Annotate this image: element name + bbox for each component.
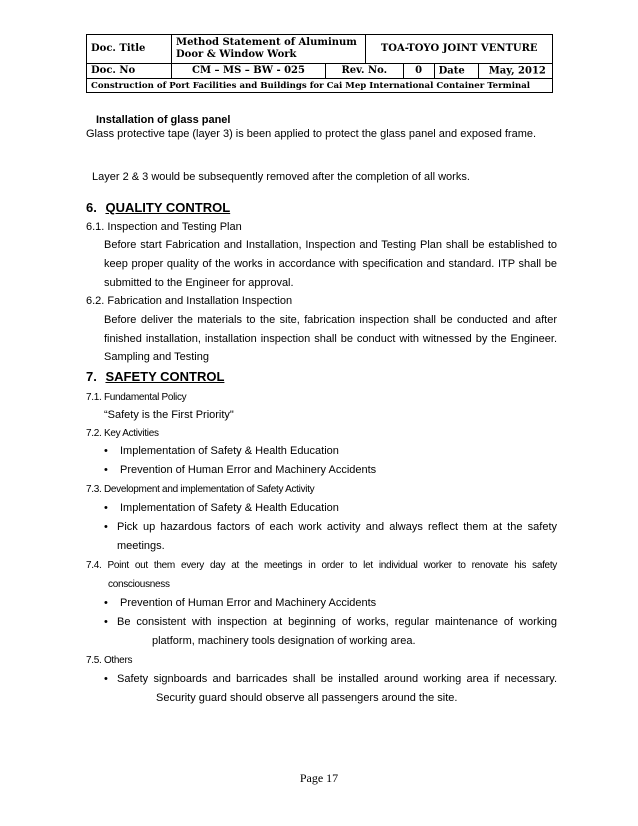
list-item-7-3-2-line2: meetings.: [117, 540, 165, 552]
section-6-heading: [86, 200, 230, 215]
subsection-6-1-line2: keep proper quality of the works in accordance with specification and standard. ITP shall be: [104, 258, 557, 270]
date-value: May, 2012: [488, 65, 546, 77]
company-name: TOA-TOYO JOINT VENTURE: [366, 35, 553, 64]
list-item-7-2-2: Prevention of Human Error and Machinery Accidents: [120, 464, 377, 476]
list-item-7-5-1-line1: Safety signboards and barricades shall be installed around working area if necessary.: [117, 673, 557, 685]
section-7-heading: [86, 369, 224, 384]
subsection-6-1-title: 6.1. Inspection and Testing Plan: [86, 221, 242, 233]
subsection-6-2-line2: finished installation, installation inspection shall be conduct with witnessed by the Engineer.: [104, 333, 557, 345]
list-item-7-4-1: Prevention of Human Error and Machinery Accidents: [120, 597, 377, 609]
list-item-7-2-1: Implementation of Safety & Health Education: [120, 445, 339, 457]
subsection-6-1-line3: submitted to the Engineer for approval.: [104, 277, 294, 289]
subsection-6-1-line1: Before start Fabrication and Installation, Inspection and Testing Plan shall be established to: [104, 239, 557, 251]
glass-heading: Installation of glass panel: [96, 114, 231, 126]
glass-text-1: Glass protective tape (layer 3) is been applied to protect the glass panel and exposed frame.: [86, 128, 537, 140]
subsection-6-2-title: 6.2. Fabrication and Installation Inspection: [86, 295, 293, 307]
doc-title-value: [172, 35, 366, 64]
date-label: Date: [438, 65, 465, 77]
date-cell: [434, 64, 552, 79]
rev-no-label: Rev. No.: [325, 64, 403, 79]
section-7-title: SAFETY CONTROL: [105, 369, 225, 384]
subsection-7-5-title: 7.5. Others: [86, 655, 133, 666]
list-item-7-5-1-line2: Security guard should observe all passengers around the site.: [156, 692, 458, 704]
subsection-7-3-title: 7.3. Development and implementation of Safety Activity: [86, 484, 315, 495]
section-6-title: QUALITY CONTROL: [105, 200, 231, 215]
bullet-icon: •: [104, 673, 108, 685]
bullet-icon: •: [104, 597, 108, 609]
subsection-7-4-line2: consciousness: [108, 579, 170, 590]
bullet-icon: •: [104, 521, 108, 533]
rev-no-value: 0: [403, 64, 434, 79]
doc-title-line1: Method Statement of Aluminum: [176, 37, 357, 48]
bullet-icon: •: [104, 502, 108, 514]
subsection-7-1-text: “Safety is the First Priority": [104, 409, 234, 421]
section-7-number: 7.: [86, 369, 97, 384]
list-item-7-4-2-line1: Be consistent with inspection at beginning of works, regular maintenance of working: [117, 616, 557, 628]
subsection-6-2-line3: Sampling and Testing: [104, 351, 209, 363]
doc-no-value: CM – MS – BW - 025: [172, 64, 326, 79]
bullet-icon: •: [104, 445, 108, 457]
subsection-7-1-title: 7.1. Fundamental Policy: [86, 392, 187, 403]
subsection-7-2-title: 7.2. Key Activities: [86, 428, 159, 439]
glass-text-2: Layer 2 & 3 would be subsequently removed after the completion of all works.: [92, 171, 470, 183]
document-header-table: [86, 34, 553, 93]
doc-no-label: Doc. No: [87, 64, 172, 79]
project-title: Construction of Port Facilities and Buildings for Cai Mep International Container Terminal: [87, 79, 553, 93]
section-6-number: 6.: [86, 200, 97, 215]
page-number: Page 17: [299, 771, 339, 785]
list-item-7-3-2-line1: Pick up hazardous factors of each work activity and always reflect them at the safety: [117, 521, 557, 533]
doc-title-line2: Door & Window Work: [176, 49, 297, 60]
bullet-icon: •: [104, 464, 108, 476]
list-item-7-3-1: Implementation of Safety & Health Education: [120, 502, 339, 514]
list-item-7-4-2-line2: platform, machinery tools designation of working area.: [152, 635, 416, 647]
doc-title-label: Doc. Title: [87, 35, 172, 64]
bullet-icon: •: [104, 616, 108, 628]
subsection-6-2-line1: Before deliver the materials to the site, fabrication inspection shall be conducted and after: [104, 314, 557, 326]
subsection-7-4-line1: 7.4. Point out them every day at the meetings in order to let individual worker to renovate his safety: [86, 560, 557, 571]
